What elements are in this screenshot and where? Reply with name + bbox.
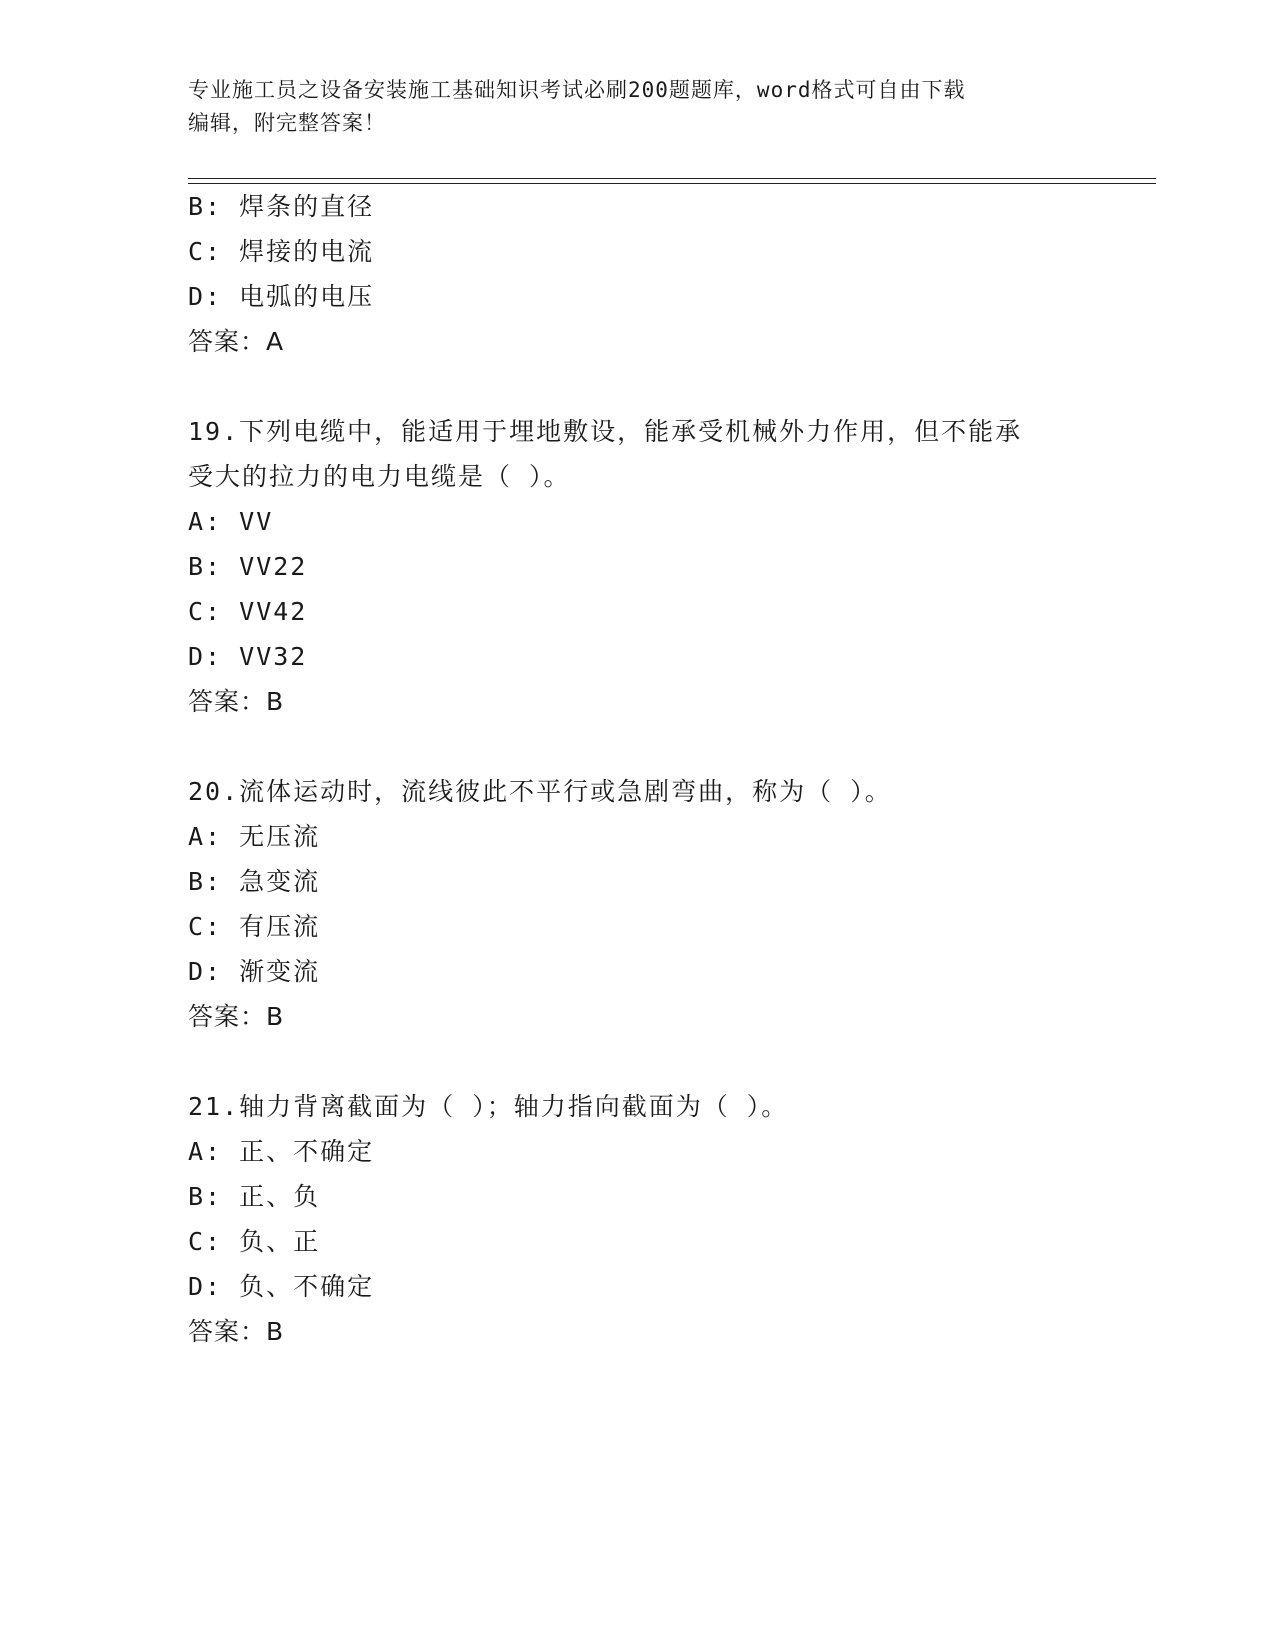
q19-stem-line-1: 19.下列电缆中，能适用于埋地敷设，能承受机械外力作用，但不能承 <box>188 417 1023 446</box>
header-divider-bottom <box>188 183 1156 184</box>
q18-option-b: B: 焊条的直径 <box>188 192 375 221</box>
q19-option-b: B: VV22 <box>188 552 308 581</box>
q19-option-a: A: VV <box>188 507 274 536</box>
q20-option-a: A: 无压流 <box>188 822 321 851</box>
header-divider-top <box>188 178 1156 179</box>
q19-option-c: C: VV42 <box>188 597 308 626</box>
q20-option-b: B: 急变流 <box>188 867 321 896</box>
q21-option-a: A: 正、不确定 <box>188 1137 375 1166</box>
q20-option-d: D: 渐变流 <box>188 957 321 986</box>
q20-option-c: C: 有压流 <box>188 912 321 941</box>
q21-option-c: C: 负、正 <box>188 1227 321 1256</box>
q21-option-b: B: 正、负 <box>188 1182 321 1211</box>
q18-option-c: C: 焊接的电流 <box>188 237 375 266</box>
q20-stem: 20.流体运动时，流线彼此不平行或急剧弯曲，称为（ ）。 <box>188 777 892 806</box>
q19-stem-line-2: 受大的拉力的电力电缆是（ ）。 <box>188 462 571 491</box>
q20-answer: 答案：B <box>188 1002 285 1031</box>
header-title-line-1: 专业施工员之设备安装施工基础知识考试必刷200题题库，word格式可自由下载 <box>188 78 966 102</box>
document-header <box>188 74 1088 140</box>
q18-answer: 答案：A <box>188 327 285 356</box>
q19-option-d: D: VV32 <box>188 642 308 671</box>
q19-answer: 答案：B <box>188 687 285 716</box>
q21-stem: 21.轴力背离截面为（ ）；轴力指向截面为（ ）。 <box>188 1092 789 1121</box>
q18-option-d: D: 电弧的电压 <box>188 282 375 311</box>
q21-answer: 答案：B <box>188 1317 285 1346</box>
q21-option-d: D: 负、不确定 <box>188 1272 375 1301</box>
header-title-line-2: 编辑，附完整答案！ <box>188 111 386 135</box>
